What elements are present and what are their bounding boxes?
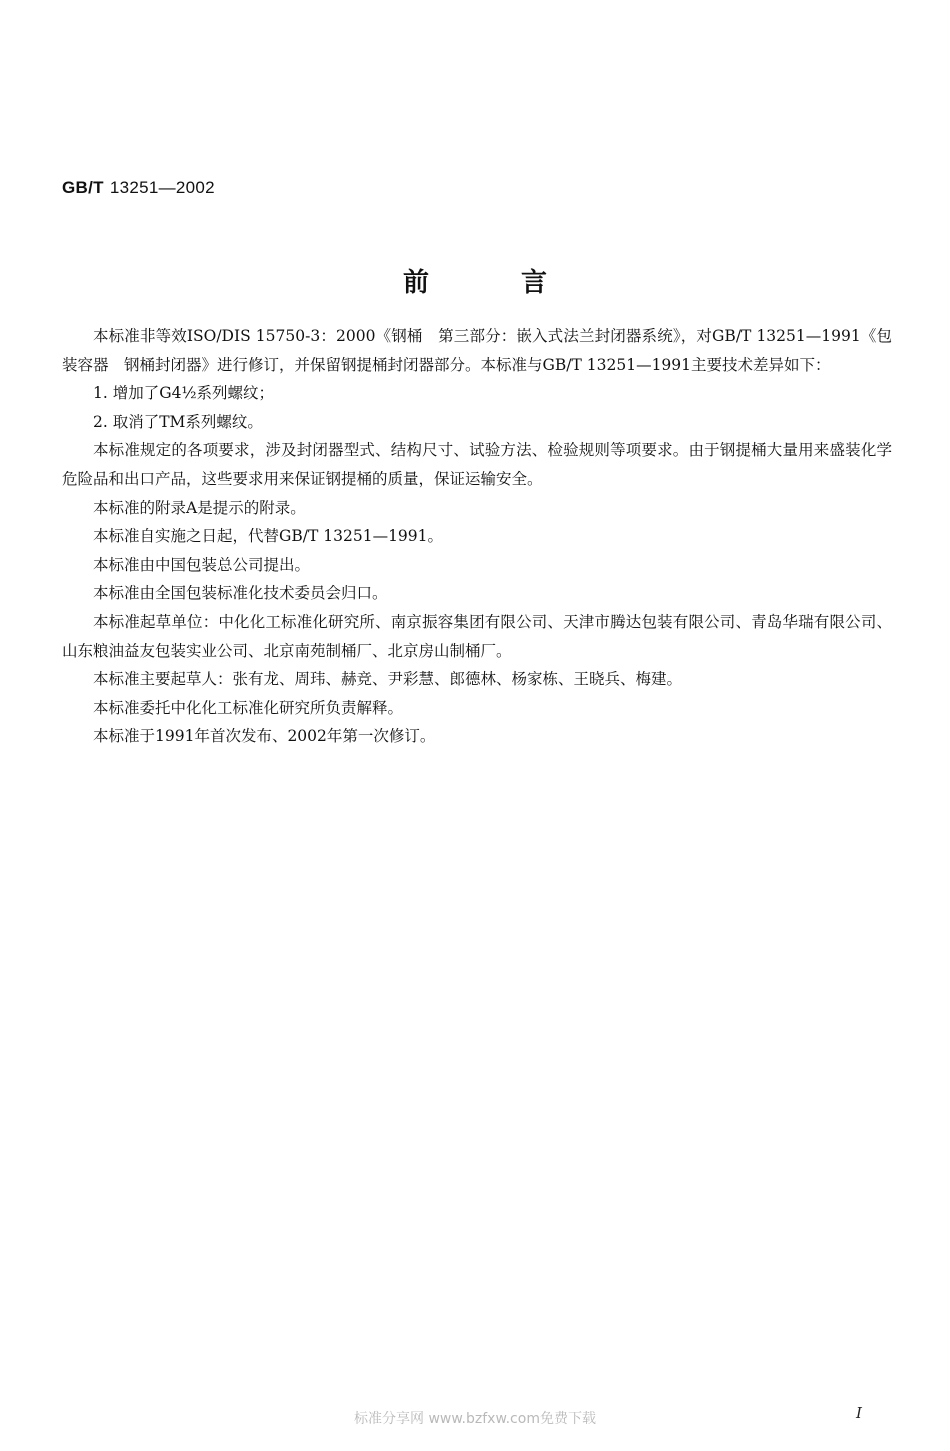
foreword-body [62, 322, 892, 751]
paragraph-proposed-by: 本标准由中国包装总公司提出。 [93, 555, 311, 574]
page-number: I [856, 1404, 862, 1422]
document-code-number: 13251—2002 [109, 178, 215, 197]
document-code [62, 178, 215, 198]
paragraph-item-1: 1. 增加了G4½系列螺纹； [93, 384, 274, 403]
paragraph-intro: 本标准非等效ISO/DIS 15750-3：2000《钢桶 第三部分：嵌入式法兰封闭器系统》，对GB/T 13251—1991《包装容器 钢桶封闭器》进行修订，并保留钢提桶封闭器部分。本标准与GB/T 13251—1991主要技术差异如下： [62, 327, 892, 374]
paragraph-requirements: 本标准规定的各项要求，涉及封闭器型式、结构尺寸、试验方法、检验规则等项要求。由于钢提桶大量用来盛装化学危险品和出口产品，这些要求用来保证钢提桶的质量，保证运输安全。 [62, 441, 892, 488]
paragraph-centralized-by: 本标准由全国包装标准化技术委员会归口。 [93, 584, 388, 603]
footer-watermark: 标准分享网 www.bzfxw.com免费下载 [354, 1411, 596, 1427]
paragraph-annex: 本标准的附录A是提示的附录。 [93, 498, 306, 517]
paragraph-replaces: 本标准自实施之日起，代替GB/T 13251—1991。 [93, 527, 444, 546]
paragraph-drafters: 本标准主要起草人：张有龙、周玮、赫竞、尹彩慧、郎德林、杨家栋、王晓兵、梅建。 [93, 670, 683, 689]
document-code-prefix: GB/T [62, 178, 104, 197]
page-title: 前言 [402, 268, 639, 298]
paragraph-interpretation: 本标准委托中化化工标准化研究所负责解释。 [93, 698, 404, 717]
paragraph-history: 本标准于1991年首次发布、2002年第一次修订。 [93, 727, 436, 746]
paragraph-item-2: 2. 取消了TM系列螺纹。 [93, 412, 263, 431]
paragraph-drafting-units: 本标准起草单位：中化化工标准化研究所、南京振容集团有限公司、天津市腾达包装有限公司、青岛华瑞有限公司、山东粮油益友包装实业公司、北京南苑制桶厂、北京房山制桶厂。 [62, 612, 892, 660]
